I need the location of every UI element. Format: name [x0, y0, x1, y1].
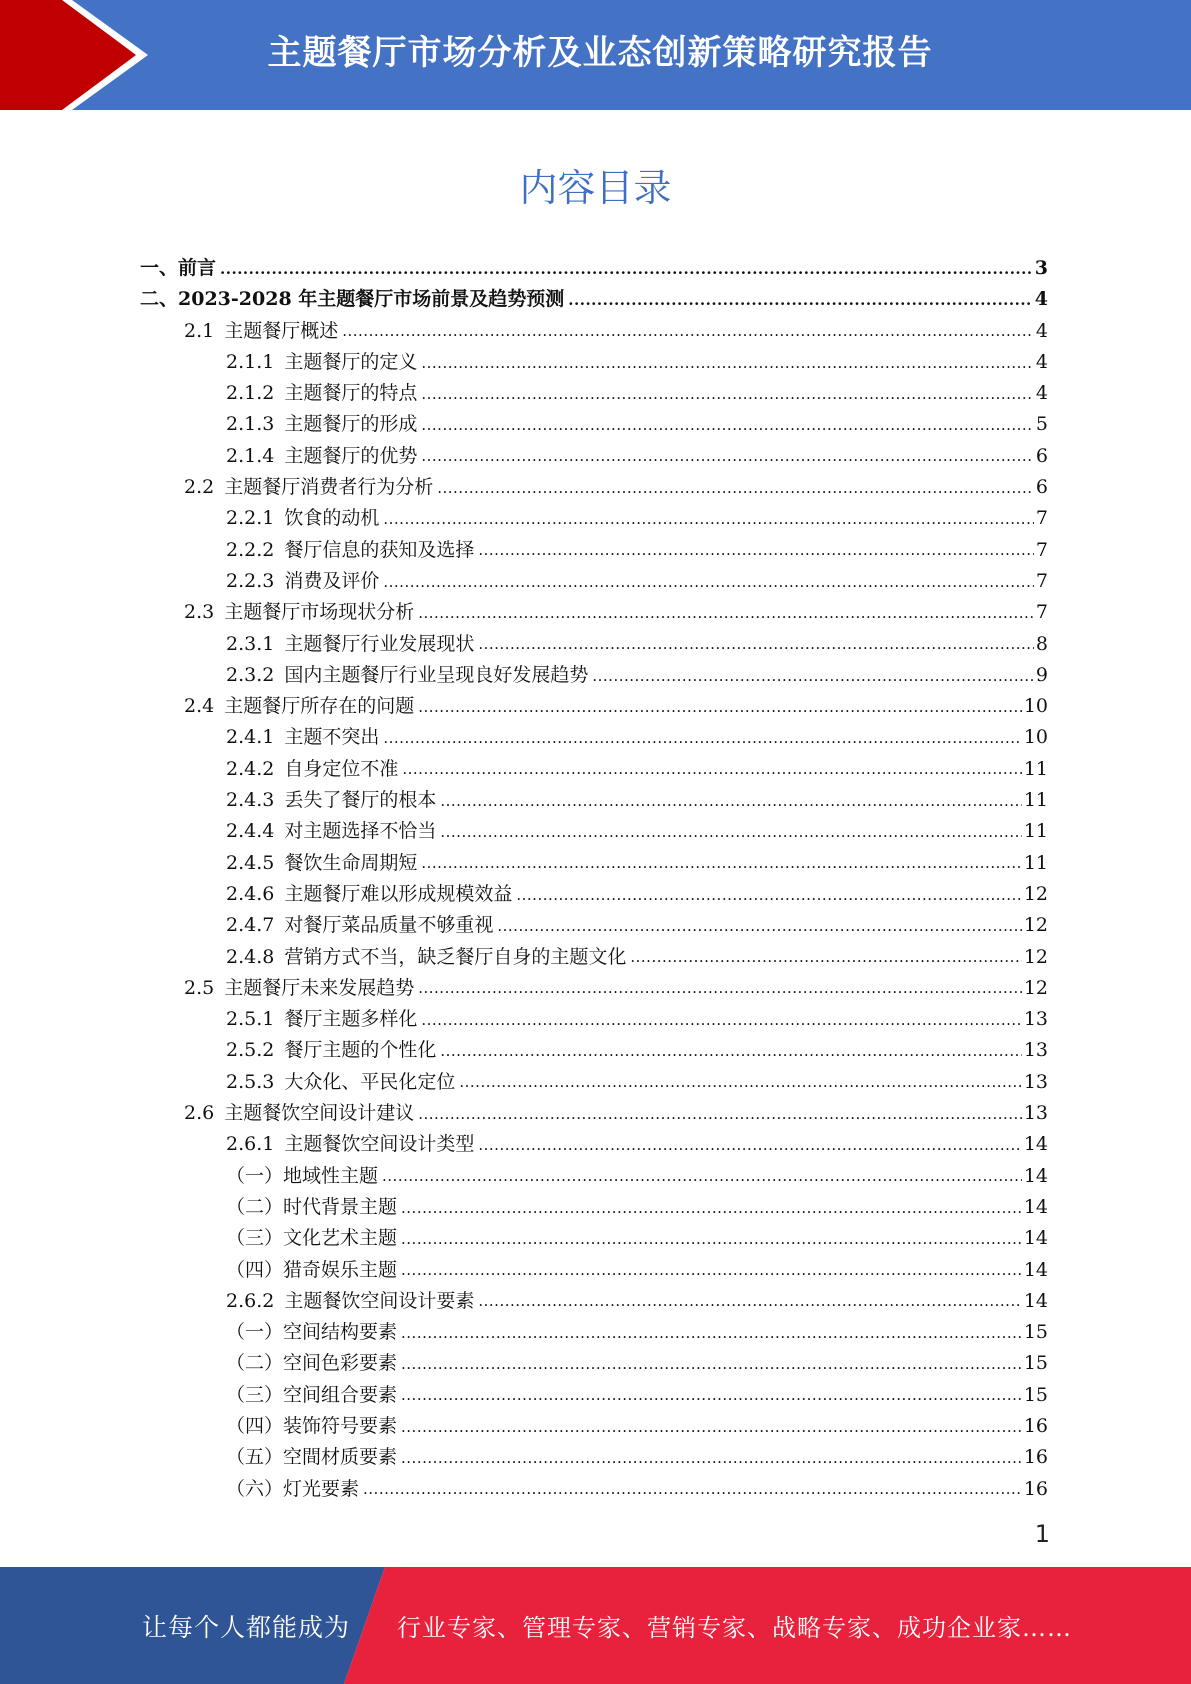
toc-dot-leader	[383, 570, 1034, 594]
toc-dot-leader	[592, 664, 1034, 688]
toc-entry-text: 对主题选择不恰当	[284, 820, 437, 843]
toc-entry-number: 2.4.5	[226, 851, 275, 874]
toc-entry-number: 2.6.2	[226, 1289, 275, 1312]
toc-entry-page: 15	[1023, 1383, 1048, 1406]
toc-entry[interactable]	[140, 691, 1048, 722]
toc-entry-text: 主题餐饮空间设计要素	[284, 1289, 475, 1312]
toc-entry-page: 3	[1034, 257, 1048, 279]
toc-entry[interactable]	[140, 284, 1048, 315]
toc-entry-text: 消费及评价	[284, 569, 380, 592]
toc-entry-label	[226, 1192, 397, 1223]
toc-entry-label	[226, 378, 417, 409]
toc-entry[interactable]	[140, 1286, 1048, 1317]
toc-entry-label	[226, 942, 626, 973]
toc-entry-text: 2023-2028 年主题餐厅市场前景及趋势预测	[178, 288, 565, 311]
toc-entry-text: 餐厅主题的个性化	[284, 1039, 437, 1062]
toc-entry-label	[184, 597, 414, 628]
toc-entry-page: 13	[1023, 1039, 1048, 1062]
toc-entry-text: 大众化、平民化定位	[284, 1070, 456, 1093]
toc-entry-text: （二）空间色彩要素	[226, 1352, 398, 1375]
toc-entry[interactable]	[140, 754, 1048, 785]
toc-entry-text: （二）时代背景主题	[226, 1195, 398, 1218]
toc-entry-label	[226, 409, 417, 440]
toc-dot-leader	[516, 883, 1021, 907]
toc-dot-leader	[440, 789, 1021, 813]
toc-entry-label	[184, 472, 433, 503]
toc-entry-label	[140, 253, 216, 284]
toc-dot-leader	[421, 444, 1034, 468]
toc-entry-number: 2.1.1	[226, 350, 275, 373]
toc-entry-page: 11	[1023, 851, 1048, 874]
toc-entry-page: 16	[1023, 1477, 1048, 1500]
toc-entry-number: 2.5.1	[226, 1008, 275, 1031]
toc-entry[interactable]	[140, 1161, 1048, 1192]
toc-entry-label	[226, 910, 493, 941]
toc-entry-label	[226, 848, 417, 879]
toc-entry-label	[140, 284, 564, 315]
toc-entry-number: 2.2.1	[226, 507, 275, 530]
toc-entry-label	[226, 1317, 397, 1348]
toc-entry-text: 主题餐饮空间设计类型	[284, 1133, 475, 1156]
toc-dot-leader	[401, 1446, 1022, 1470]
toc-entry-label	[226, 1442, 397, 1473]
toc-entry[interactable]	[140, 409, 1048, 440]
toc-dot-leader	[401, 1383, 1022, 1407]
toc-entry-label	[226, 1348, 397, 1379]
toc-dot-leader	[478, 1133, 1021, 1157]
toc-dot-leader	[401, 1352, 1022, 1376]
toc-entry-text: 国内主题餐厅行业呈现良好发展趋势	[284, 663, 589, 686]
toc-entry-text: 主题餐厅的定义	[284, 350, 418, 373]
toc-entry-page: 8	[1035, 632, 1048, 655]
toc-entry[interactable]	[140, 1004, 1048, 1035]
toc-entry-label	[226, 1067, 455, 1098]
toc-entry-page: 4	[1034, 288, 1048, 311]
toc-entry-page: 4	[1035, 382, 1048, 405]
toc-entry[interactable]	[140, 1035, 1048, 1066]
toc-entry-page: 13	[1023, 1008, 1048, 1031]
toc-dot-leader	[421, 1008, 1021, 1032]
toc-dot-leader	[418, 695, 1022, 719]
toc-entry-number: 2.5.3	[226, 1070, 275, 1093]
toc-entry-text: 对餐厅菜品质量不够重视	[284, 914, 494, 937]
toc-entry-label	[226, 1380, 397, 1411]
toc-entry-number: 一、	[140, 257, 179, 279]
toc-entry-page: 5	[1035, 413, 1048, 436]
toc-entry-text: （五）空間材质要素	[226, 1446, 398, 1469]
toc-entry-number: 2.3.1	[226, 632, 275, 655]
toc-entry-text: （四）装饰符号要素	[226, 1414, 398, 1437]
toc-dot-leader	[478, 632, 1034, 656]
toc-entry-page: 15	[1023, 1352, 1048, 1375]
toc-entry-text: 自身定位不准	[284, 757, 399, 780]
toc-entry-label	[226, 1035, 436, 1066]
toc-entry-text: 丢失了餐厅的根本	[284, 789, 437, 812]
toc-entry-text: 主题餐饮空间设计建议	[224, 1102, 415, 1125]
toc-entry[interactable]	[140, 566, 1048, 597]
toc-entry[interactable]	[140, 1129, 1048, 1160]
toc-entry-page: 11	[1023, 757, 1048, 780]
toc-entry-number: 2.4.7	[226, 914, 275, 937]
toc-dot-leader	[383, 726, 1021, 750]
toc-entry-label	[226, 1255, 397, 1286]
toc-entry-page: 15	[1023, 1321, 1048, 1344]
toc-entry-label	[226, 1411, 397, 1442]
toc-dot-leader	[382, 1164, 1022, 1188]
toc-dot-leader	[568, 288, 1032, 312]
toc-entry[interactable]	[140, 1411, 1048, 1442]
toc-entry[interactable]	[140, 597, 1048, 628]
toc-entry[interactable]	[140, 1317, 1048, 1348]
toc-entry-text: 餐饮生命周期短	[284, 851, 418, 874]
toc-entry-label	[226, 1286, 474, 1317]
toc-entry[interactable]	[140, 1255, 1048, 1286]
toc-entry-number: 2.1	[184, 319, 215, 342]
toc-entry-label	[226, 503, 379, 534]
toc-entry-number: 2.3.2	[226, 663, 275, 686]
toc-entry-text: （三）空间组合要素	[226, 1383, 398, 1406]
toc-entry-text: 主题餐厅消费者行为分析	[224, 476, 434, 499]
toc-entry-label	[226, 1474, 359, 1505]
toc-entry-label	[226, 1161, 378, 1192]
toc-entry-number: 2.4.3	[226, 789, 275, 812]
toc-dot-leader	[437, 476, 1034, 500]
toc-dot-leader	[497, 914, 1021, 938]
toc-entry-label	[226, 816, 436, 847]
toc-entry-label	[226, 535, 474, 566]
toc-entry[interactable]	[140, 253, 1048, 284]
toc-entry-label	[184, 316, 338, 347]
toc-dot-leader	[401, 1196, 1022, 1220]
toc-entry-label	[226, 1129, 474, 1160]
toc-entry-number: 2.1.2	[226, 382, 275, 405]
toc-entry-number: 2.4.2	[226, 757, 275, 780]
toc-entry-number: 2.4.8	[226, 945, 275, 968]
toc-entry[interactable]	[140, 1380, 1048, 1411]
footer-slogan-right: 行业专家、管理专家、营销专家、战略专家、成功企业家……	[397, 1614, 1072, 1642]
toc-entry-page: 14	[1023, 1227, 1048, 1250]
toc-entry-number: 二、	[140, 288, 179, 311]
toc-entry-label	[226, 441, 417, 472]
toc-entry-number: 2.6	[184, 1102, 215, 1125]
toc-entry[interactable]	[140, 535, 1048, 566]
toc-entry-number: 2.2.3	[226, 569, 275, 592]
toc-dot-leader	[401, 1227, 1022, 1251]
toc-entry-text: 主题餐厅的特点	[284, 382, 418, 405]
toc-entry-text: 餐厅信息的获知及选择	[284, 538, 475, 561]
toc-dot-leader	[418, 976, 1022, 1000]
toc-dot-leader	[401, 1415, 1022, 1439]
toc-entry[interactable]	[140, 910, 1048, 941]
toc-entry-text: 主题餐厅概述	[224, 319, 339, 342]
toc-dot-leader	[440, 1039, 1021, 1063]
toc-entry-number: 2.2.2	[226, 538, 275, 561]
toc-entry-label	[184, 1098, 414, 1129]
toc-entry[interactable]	[140, 347, 1048, 378]
toc-entry[interactable]	[140, 1223, 1048, 1254]
toc-dot-leader	[459, 1070, 1021, 1094]
toc-entry[interactable]	[140, 942, 1048, 973]
toc-entry-text: 主题餐厅所存在的问题	[224, 695, 415, 718]
toc-entry-text: （一）空间结构要素	[226, 1321, 398, 1344]
toc-entry-page: 6	[1035, 444, 1048, 467]
toc-entry[interactable]	[140, 816, 1048, 847]
toc-entry-label	[226, 1223, 397, 1254]
toc-entry-page: 14	[1023, 1195, 1048, 1218]
toc-entry-text: 前言	[178, 257, 217, 279]
toc-entry-label	[226, 754, 398, 785]
toc-entry-text: 主题餐厅市场现状分析	[224, 601, 415, 624]
toc-dot-leader	[421, 851, 1021, 875]
toc-entry-number: 2.5	[184, 976, 215, 999]
toc-entry-page: 12	[1023, 976, 1048, 999]
toc-entry-number: 2.6.1	[226, 1133, 275, 1156]
toc-entry-label	[226, 629, 474, 660]
toc-entry-page: 7	[1035, 538, 1048, 561]
toc-entry-page: 14	[1023, 1289, 1048, 1312]
toc-entry-text: （四）猎奇娱乐主题	[226, 1258, 398, 1281]
toc-dot-leader	[401, 1258, 1022, 1282]
toc-dot-leader	[383, 507, 1034, 531]
toc-entry-page: 7	[1035, 569, 1048, 592]
report-header	[0, 0, 1191, 110]
toc-dot-leader	[478, 538, 1034, 562]
toc-entry[interactable]	[140, 1348, 1048, 1379]
toc-entry-label	[184, 691, 414, 722]
toc-entry-text: 主题餐厅的形成	[284, 413, 418, 436]
toc-entry-label	[226, 347, 417, 378]
toc-entry[interactable]	[140, 879, 1048, 910]
toc-entry-label	[184, 973, 414, 1004]
toc-entry-page: 13	[1023, 1102, 1048, 1125]
toc-entry[interactable]	[140, 378, 1048, 409]
toc-entry-text: 营销方式不当，缺乏餐厅自身的主题文化	[284, 945, 627, 968]
toc-entry[interactable]	[140, 503, 1048, 534]
toc-entry-text: 主题餐厅的优势	[284, 444, 418, 467]
toc-entry-number: 2.2	[184, 476, 215, 499]
toc-entry-page: 16	[1023, 1446, 1048, 1469]
toc-entry-page: 16	[1023, 1414, 1048, 1437]
toc-entry-text: 主题餐厅未来发展趋势	[224, 976, 415, 999]
toc-entry-label	[226, 566, 379, 597]
report-title: 主题餐厅市场分析及业态创新策略研究报告	[267, 33, 933, 73]
toc-entry-label	[226, 1004, 417, 1035]
toc-dot-leader	[421, 382, 1034, 406]
toc-entry[interactable]	[140, 785, 1048, 816]
toc-entry-page: 10	[1023, 695, 1048, 718]
report-footer	[0, 1567, 1191, 1684]
toc-entry-label	[226, 879, 512, 910]
toc-entry[interactable]	[140, 1474, 1048, 1505]
toc-entry-label	[226, 660, 588, 691]
toc-entry[interactable]	[140, 629, 1048, 660]
toc-entry[interactable]	[140, 1442, 1048, 1473]
toc-dot-leader	[418, 1102, 1022, 1126]
toc-dot-leader	[478, 1289, 1021, 1313]
toc-entry[interactable]	[140, 472, 1048, 503]
toc-dot-leader	[220, 257, 1033, 281]
toc-entry-page: 14	[1023, 1258, 1048, 1281]
toc-entry-page: 12	[1023, 945, 1048, 968]
toc-dot-leader	[342, 319, 1034, 343]
toc-entry-text: 餐厅主题多样化	[284, 1008, 418, 1031]
toc-entry-text: （六）灯光要素	[226, 1477, 360, 1500]
toc-dot-leader	[421, 351, 1034, 375]
toc-entry[interactable]	[140, 1067, 1048, 1098]
toc-entry-page: 14	[1023, 1164, 1048, 1187]
toc-entry[interactable]	[140, 1192, 1048, 1223]
toc-dot-leader	[401, 1321, 1022, 1345]
toc-entry[interactable]	[140, 973, 1048, 1004]
toc-entry-number: 2.5.2	[226, 1039, 275, 1062]
toc-entry-page: 11	[1023, 820, 1048, 843]
toc-entry-page: 14	[1023, 1133, 1048, 1156]
toc-entry[interactable]	[140, 1098, 1048, 1129]
toc-entry[interactable]	[140, 316, 1048, 347]
toc-entry-text: 主题餐厅行业发展现状	[284, 632, 475, 655]
toc-dot-leader	[363, 1477, 1022, 1501]
toc-entry-number: 2.3	[184, 601, 215, 624]
page-number: 1	[1034, 1520, 1050, 1548]
toc-entry-text: （三）文化艺术主题	[226, 1227, 398, 1250]
toc-entry-number: 2.4.1	[226, 726, 275, 749]
toc-dot-leader	[402, 757, 1021, 781]
toc-entry-page: 13	[1023, 1070, 1048, 1093]
toc-entry-number: 2.1.3	[226, 413, 275, 436]
toc-dot-leader	[418, 601, 1034, 625]
toc-heading: 内容目录	[519, 166, 672, 210]
toc-entry-text: （一）地域性主题	[226, 1164, 379, 1187]
toc-entry[interactable]	[140, 660, 1048, 691]
toc-entry[interactable]	[140, 441, 1048, 472]
toc-entry-page: 7	[1035, 507, 1048, 530]
toc-entry[interactable]	[140, 848, 1048, 879]
toc-dot-leader	[421, 413, 1034, 437]
toc-entry-page: 12	[1023, 914, 1048, 937]
toc-entry-number: 2.4.6	[226, 882, 275, 905]
toc-entry-label	[226, 785, 436, 816]
toc-entry-page: 12	[1023, 882, 1048, 905]
toc-dot-leader	[440, 820, 1021, 844]
toc-entry-number: 2.4	[184, 695, 215, 718]
toc-dot-leader	[630, 945, 1021, 969]
toc-entry-page: 6	[1035, 476, 1048, 499]
toc-entry-label	[226, 722, 379, 753]
toc-entry[interactable]	[140, 722, 1048, 753]
toc-entry-text: 饮食的动机	[284, 507, 380, 530]
toc-entry-page: 11	[1023, 789, 1048, 812]
toc-entry-page: 9	[1035, 663, 1048, 686]
toc-entry-text: 主题不突出	[284, 726, 380, 749]
toc-entry-page: 10	[1023, 726, 1048, 749]
toc-entry-number: 2.1.4	[226, 444, 275, 467]
toc-entry-number: 2.4.4	[226, 820, 275, 843]
toc-entry-page: 4	[1035, 350, 1048, 373]
footer-slogan-left: 让每个人都能成为	[142, 1613, 351, 1642]
toc-entry-text: 主题餐厅难以形成规模效益	[284, 882, 513, 905]
toc-entry-page: 4	[1035, 319, 1048, 342]
toc-entry-page: 7	[1035, 601, 1048, 624]
table-of-contents	[140, 253, 1048, 1505]
